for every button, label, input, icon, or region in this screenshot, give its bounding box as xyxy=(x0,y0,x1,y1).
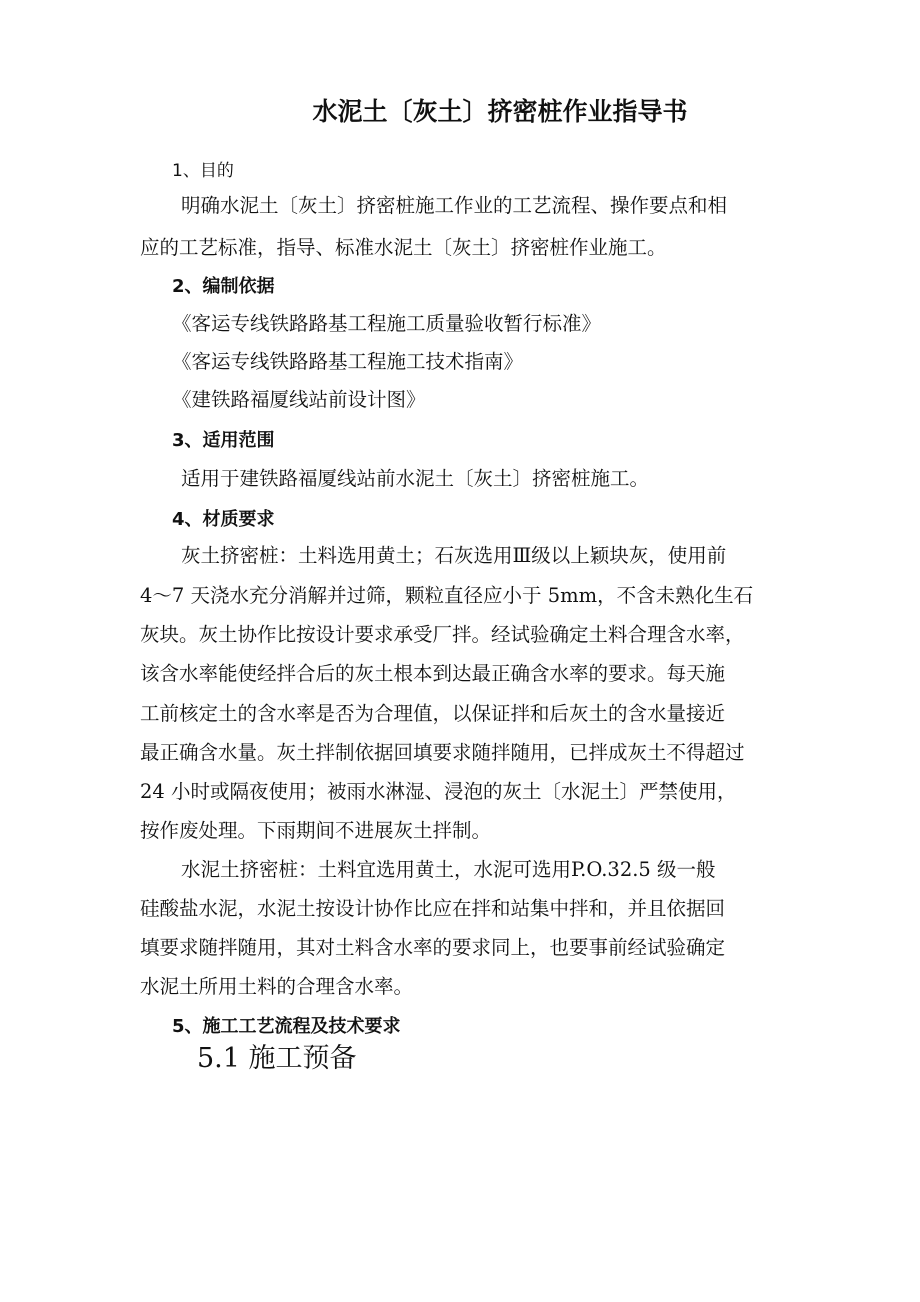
paragraph-line: 水泥土挤密桩：土料宜选用黄土，水泥可选用P.O.32.5 级一般 xyxy=(181,858,716,881)
paragraph-line: 填要求随拌随用，其对土料含水率的要求同上，也要事前经试验确定 xyxy=(140,936,726,959)
paragraph-line: 4～7 天浇水充分消解并过筛，颗粒直径应小于 5mm，不含未熟化生石 xyxy=(140,584,754,607)
paragraph-line: 水泥土所用土料的合理含水率。 xyxy=(140,975,414,998)
section-heading-purpose: 1、目的 xyxy=(172,161,234,181)
paragraph-line: 工前核定土的含水率是否为合理值，以保证拌和后灰土的含水量接近 xyxy=(140,702,726,725)
section-heading-basis: 2、编制依据 xyxy=(172,276,275,297)
reference-line: 《客运专线铁路路基工程施工技术指南》 xyxy=(172,350,524,373)
paragraph-line: 该含水率能使经拌合后的灰土根本到达最正确含水率的要求。每天施 xyxy=(140,662,726,685)
section-heading-process: 5、施工工艺流程及技术要求 xyxy=(172,1016,401,1037)
paragraph-line: 适用于建铁路福厦线站前水泥土〔灰土〕挤密桩施工。 xyxy=(181,467,650,490)
paragraph-line: 硅酸盐水泥，水泥土按设计协作比应在拌和站集中拌和，并且依据回 xyxy=(140,897,726,920)
paragraph-line: 灰块。灰土协作比按设计要求承受厂拌。经试验确定土料合理含水率， xyxy=(140,623,745,646)
reference-line: 《建铁路福厦线站前设计图》 xyxy=(172,388,426,411)
paragraph-line: 24 小时或隔夜使用；被雨水淋湿、浸泡的灰土〔水泥土〕严禁使用， xyxy=(140,780,737,803)
paragraph-line: 明确水泥土〔灰土〕挤密桩施工作业的工艺流程、操作要点和相 xyxy=(181,194,728,217)
reference-line: 《客运专线铁路路基工程施工质量验收暂行标准》 xyxy=(172,312,602,335)
paragraph-line: 按作废处理。下雨期间不进展灰土拌制。 xyxy=(140,819,492,842)
paragraph-line: 应的工艺标准，指导、标准水泥土〔灰土〕挤密桩作业施工。 xyxy=(140,236,667,259)
section-heading-materials: 4、材质要求 xyxy=(172,509,275,530)
document-title: 水泥土〔灰土〕挤密桩作业指导书 xyxy=(312,97,688,126)
section-heading-scope: 3、适用范围 xyxy=(172,430,275,451)
subsection-heading-preparation: 5.1 施工预备 xyxy=(197,1043,357,1074)
paragraph-line: 灰土挤密桩：土料选用黄土；石灰选用Ⅲ级以上颖块灰，使用前 xyxy=(181,544,727,567)
paragraph-line: 最正确含水量。灰土拌制依据回填要求随拌随用，已拌成灰土不得超过 xyxy=(140,741,745,764)
